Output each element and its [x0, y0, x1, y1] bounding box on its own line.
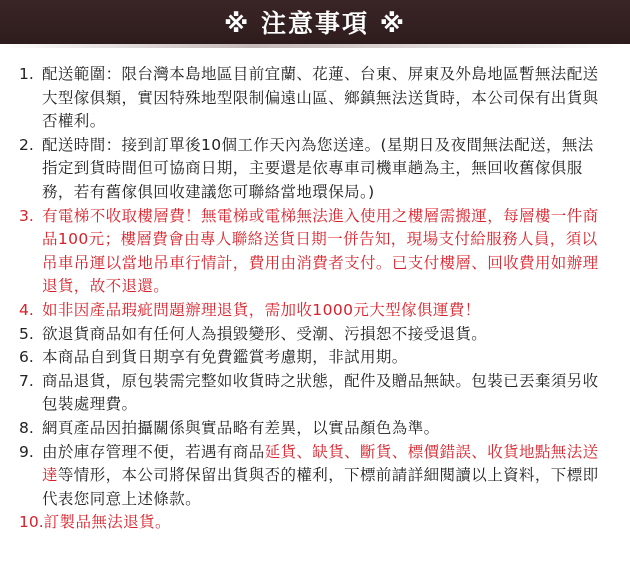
notice-text: 網頁產品因拍攝關係與實品略有差異，以實品顏色為準。 [42, 418, 440, 437]
notice-number: 3. [19, 206, 34, 225]
notice-text: 本商品自到貨日期享有免費鑑賞考慮期，非試用期。 [42, 348, 408, 367]
notice-number: 7. [19, 371, 34, 390]
notice-text-highlight: 延貨、缺貨、斷貨、標價錯誤、收貨地點無法送達 [42, 442, 599, 485]
notice-number: 4. [19, 300, 34, 319]
notice-text: 配送範圍：限台灣本島地區目前宜蘭、花蓮、台東、屏東及外島地區暫無法配送大型傢俱類，實因特殊地型限制偏遠山區、鄉鎮無法送貨時，本公司保有出貨與否權利。 [42, 65, 599, 131]
notice-text-part: 等情形，本公司將保留出貨與否的權利，下標前請詳細閱讀以上資料，下標即代表您同意上述條款。 [42, 466, 599, 508]
notice-text [42, 441, 609, 512]
notice-item-3 [19, 205, 609, 299]
notice-item-7 [19, 370, 609, 417]
notice-text: 商品退貨，原包裝需完整如收貨時之狀態，配件及贈品無缺。包裝已丟棄須另收包裝處理費。 [42, 371, 599, 414]
notice-text: 欲退貨商品如有任何人為損毀變形、受潮、污損恕不接受退貨。 [42, 324, 488, 343]
notice-item-6 [19, 346, 609, 370]
notice-item-10 [19, 511, 609, 535]
notice-item-8 [19, 417, 609, 441]
notice-text: 有電梯不收取樓層費！無電梯或電梯無法進入使用之樓層需搬運，每層樓一件商品100元；樓層費會由專人聯絡送貨日期一併告知，現場支付給服務人員，須以吊車吊運以當地吊車行情計，費用由消費者支付。已支付樓層、回收費用如辦理退貨，故不退還。 [42, 206, 599, 296]
notice-list [19, 63, 609, 535]
notice-number: 6. [19, 348, 34, 367]
header-banner [0, 0, 630, 44]
notice-item-9 [19, 441, 609, 512]
notice-item-4 [19, 299, 609, 323]
notice-text: 訂製品無法退貨。 [43, 513, 171, 532]
notice-item-2 [19, 134, 609, 205]
notice-text: 配送時間：接到訂單後10個工作天內為您送達。(星期日及夜間無法配送，無法指定到貨時間但可協商日期，主要還是依專車司機車趟為主，無回收舊傢俱服務，若有舊傢俱回收建議您可聯絡當地環保局。) [42, 135, 594, 201]
notice-item-5 [19, 323, 609, 347]
notice-number: 2. [19, 135, 34, 154]
notice-number: 9. [19, 442, 34, 461]
notice-item-1 [19, 63, 609, 134]
notice-number: 1. [19, 65, 34, 83]
notice-number: 8. [19, 418, 34, 437]
notice-text-part: 由於庫存管理不便，若遇有商品 [42, 442, 265, 461]
notice-number: 5. [19, 324, 34, 343]
notice-text: 如非因產品瑕疵問題辦理退貨，需加收1000元大型傢俱運費！ [42, 300, 481, 319]
notice-number: 10. [19, 513, 44, 532]
page-title: ※ 注意事項 ※ [223, 9, 407, 38]
